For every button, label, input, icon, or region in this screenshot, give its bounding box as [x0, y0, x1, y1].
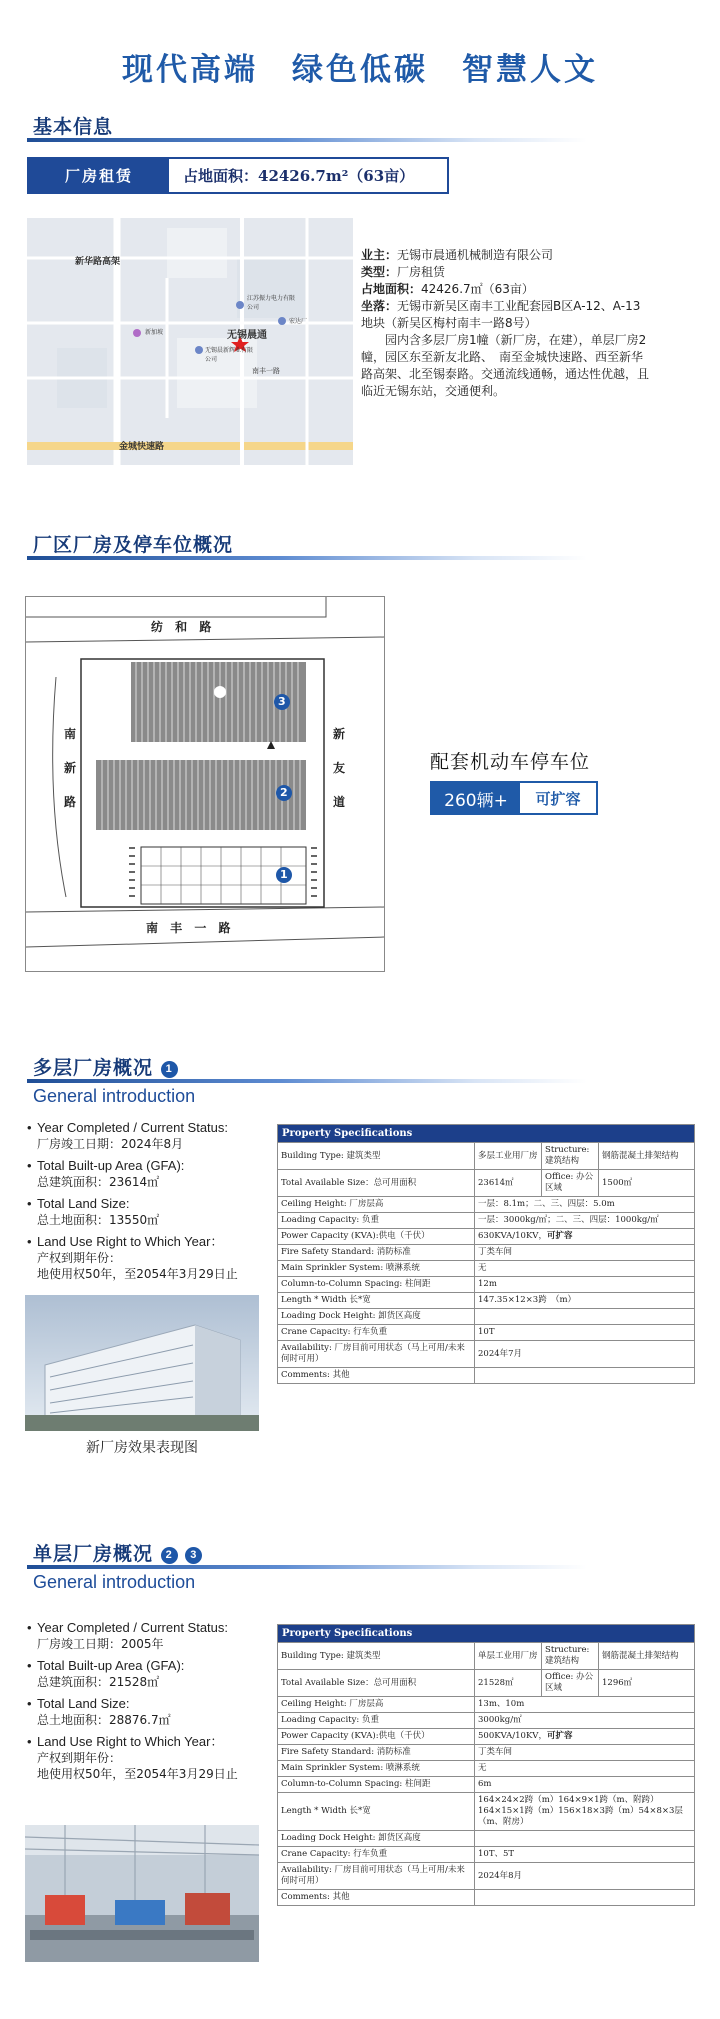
interior-image	[25, 1825, 259, 1962]
map-label-road3: 南丰一路	[252, 367, 280, 375]
fact-land: • Total Land Size: 总土地面积：28876.7㎡	[27, 1696, 277, 1728]
fact-land: • Total Land Size: 总土地面积：13550㎡	[27, 1196, 277, 1228]
south-road-label: 南 丰 一 路	[146, 921, 235, 935]
new-building-render	[25, 1295, 259, 1431]
spec-header: Property Specifications	[278, 1625, 695, 1643]
multi-section-subtitle: General introduction	[33, 1086, 196, 1106]
building-2-label: 2	[280, 786, 288, 799]
section-divider	[27, 556, 587, 560]
map-poi: 宏达厂	[289, 318, 308, 325]
lease-tag: 厂房租赁	[29, 159, 169, 192]
table-row: Length * Width 长*宽 147.35×12×3跨 （m）	[278, 1293, 695, 1309]
map-label-road: 新华路高架	[75, 257, 121, 267]
fact-gfa: • Total Built-up Area (GFA): 总建筑面积：23614㎡	[27, 1158, 277, 1190]
fact-land-right: • Land Use Right to Which Year： 产权到期年份： 地使用权50年，至2054年3月29日止	[27, 1734, 277, 1782]
map-poi: 无锡晨新辉业有限公司	[205, 347, 254, 363]
single-facts	[27, 1620, 277, 1788]
factory-interior-photo	[25, 1825, 259, 1962]
site-plan-drawing	[26, 597, 385, 972]
single-section-subtitle: General introduction	[33, 1572, 196, 1592]
table-row: Loading Dock Height: 卸货区高度	[278, 1309, 695, 1325]
lease-info-box	[27, 157, 449, 194]
east-road-label: 新友道	[333, 727, 346, 809]
table-row: Fire Safety Standard: 消防标准 丁类车间	[278, 1745, 695, 1761]
table-row: Comments: 其他	[278, 1368, 695, 1384]
single-spec-table: Property Specifications Building Type: 建筑类型 单层工业用厂房 Structure: 建筑结构 钢筋混凝土排架结构 Total Available Size：总可用面积 21528㎡ Office: 办公区域 1296㎡ Ceiling Height: 厂房层高 13m、10m Loading Capacity: 负重 3000kg/㎡ Power Capacity (KVA):供电（千伏） 500KVA/10KV，可扩容 Fire Safety Standard: 消防标准 丁类车间 Main Sprinkler System: 喷淋系统 无 Column-to-Column Spacing: 柱间距 6m Length * Width 长*宽 164×24×2跨（m）164×9×1跨（m、附跨）164×15×1跨（m）156×18×3跨（m）54×8×3层（m、附房） Loading Dock Height: 卸货区高度 Crane Capacity: 行车负重 10T、5T Availability: 厂房目前可用状态（马上可用/未来何时可用） 2024年8月 Comments: 其他	[277, 1624, 695, 1906]
table-row: Loading Dock Height: 卸货区高度	[278, 1831, 695, 1847]
table-row: Power Capacity (KVA):供电（千伏） 500KVA/10KV，可扩容	[278, 1729, 695, 1745]
table-row: Main Sprinkler System: 喷淋系统 无	[278, 1761, 695, 1777]
page-slogan: 现代高端 绿色低碳 智慧人文	[122, 52, 598, 88]
detail-location: 坐落：无锡市新吴区南丰工业配套园B区A-12、A-13地块（新吴区梅村南丰一路8号）	[361, 299, 641, 330]
render-caption: 新厂房效果表现图	[86, 1440, 198, 1456]
table-row: Loading Capacity: 负重 3000kg/㎡	[278, 1713, 695, 1729]
map-poi: 江苏振力电力有限公司	[247, 295, 296, 311]
parking-title: 配套机动车停车位	[430, 751, 591, 773]
site-plan[interactable]	[25, 596, 385, 972]
table-row: Availability: 厂房目前可用状态（马上可用/未来何时可用） 2024年8月	[278, 1863, 695, 1890]
table-row: Loading Capacity: 负重 一层：3000kg/㎡；二、三、四层：1000kg/㎡	[278, 1213, 695, 1229]
parking-box	[430, 781, 598, 815]
site-section-title: 厂区厂房及停车位概况	[33, 534, 234, 556]
table-row: Comments: 其他	[278, 1890, 695, 1906]
building-1-label: 1	[280, 868, 288, 881]
map-poi: 新加坡	[145, 329, 164, 336]
table-row: Length * Width 长*宽 164×24×2跨（m）164×9×1跨（m、附跨）164×15×1跨（m）156×18×3跨（m）54×8×3层（m、附房）	[278, 1793, 695, 1831]
multi-section-title: 多层厂房概况 1	[33, 1053, 178, 1080]
render-image	[25, 1295, 259, 1431]
detail-type: 类型：厂房租赁	[361, 265, 446, 279]
building-number-badge: 2	[161, 1547, 178, 1564]
single-section-title: 单层厂房概况 2 3	[33, 1539, 202, 1566]
map-label-place: 无锡晨通	[227, 330, 267, 341]
north-road-label: 纺 和 路	[151, 620, 216, 634]
section-divider	[27, 1565, 587, 1569]
basic-info-title: 基本信息	[33, 116, 114, 138]
fact-land-right: • Land Use Right to Which Year： 产权到期年份： 地使用权50年，至2054年3月29日止	[27, 1234, 277, 1282]
multi-facts	[27, 1120, 277, 1288]
section-divider	[27, 138, 587, 142]
fact-year: • Year Completed / Current Status: 厂房竣工日期：2005年	[27, 1620, 277, 1652]
table-row: Column-to-Column Spacing: 柱间距 6m	[278, 1777, 695, 1793]
section-divider	[27, 1079, 587, 1083]
building-2-hatch	[96, 760, 306, 830]
table-row: Ceiling Height: 厂房层高 一层：8.1m；二、三、四层：5.0m	[278, 1197, 695, 1213]
fact-year: • Year Completed / Current Status: 厂房竣工日期：2024年8月	[27, 1120, 277, 1152]
multi-spec-table: Property Specifications Building Type: 建筑类型 多层工业用厂房 Structure: 建筑结构 钢筋混凝土排架结构 Total Available Size：总可用面积 23614㎡ Office: 办公区域 1500㎡ Ceiling Height: 厂房层高 一层：8.1m；二、三、四层：5.0m Loading Capacity: 负重 一层：3000kg/㎡；二、三、四层：1000kg/㎡ Power Capacity (KVA):供电（千伏） 630KVA/10KV，可扩容 Fire Safety Standard: 消防标准 丁类车间 Main Sprinkler System: 喷淋系统 无 Column-to-Column Spacing: 柱间距 12m Length * Width 长*宽 147.35×12×3跨 （m） Loading Dock Height: 卸货区高度 Crane Capacity: 行车负重 10T Availability: 厂房目前可用状态（马上可用/未来何时可用） 2024年7月 Comments: 其他	[277, 1124, 695, 1384]
building-number-badge: 3	[185, 1547, 202, 1564]
building-number-badge: 1	[161, 1061, 178, 1078]
land-area-label: 占地面积：42426.7m²（63亩）	[183, 167, 415, 185]
building-3-label: 3	[278, 695, 286, 708]
table-row: Fire Safety Standard: 消防标准 丁类车间	[278, 1245, 695, 1261]
table-row: Ceiling Height: 厂房层高 13m、10m	[278, 1697, 695, 1713]
table-row: Main Sprinkler System: 喷淋系统 无	[278, 1261, 695, 1277]
detail-paragraph: 园内含多层厂房1幢（新厂房，在建），单层厂房2幢，园区东至新友北路、 南至金城快速路、西至新华路高架、北至锡泰路。交通流线通畅，通达性优越，且临近无锡东站，交通便利。	[361, 333, 650, 398]
detail-owner: 业主：无锡市晨通机械制造有限公司	[361, 248, 554, 262]
detail-area: 占地面积：42426.7㎡（63亩）	[361, 282, 534, 296]
location-map[interactable]	[27, 218, 353, 465]
property-details	[361, 247, 652, 400]
table-row: Crane Capacity: 行车负重 10T	[278, 1325, 695, 1341]
spec-header: Property Specifications	[278, 1125, 695, 1143]
table-row: Availability: 厂房目前可用状态（马上可用/未来何时可用） 2024年7月	[278, 1341, 695, 1368]
table-row: Power Capacity (KVA):供电（千伏） 630KVA/10KV，可扩容	[278, 1229, 695, 1245]
table-row: Column-to-Column Spacing: 柱间距 12m	[278, 1277, 695, 1293]
parking-count: 260辆+	[432, 783, 520, 813]
map-label-expressway: 金城快速路	[119, 442, 165, 452]
table-row: Crane Capacity: 行车负重 10T、5T	[278, 1847, 695, 1863]
west-road-label: 南新路	[64, 727, 77, 809]
parking-expand: 可扩容	[535, 789, 581, 808]
fact-gfa: • Total Built-up Area (GFA): 总建筑面积：21528㎡	[27, 1658, 277, 1690]
